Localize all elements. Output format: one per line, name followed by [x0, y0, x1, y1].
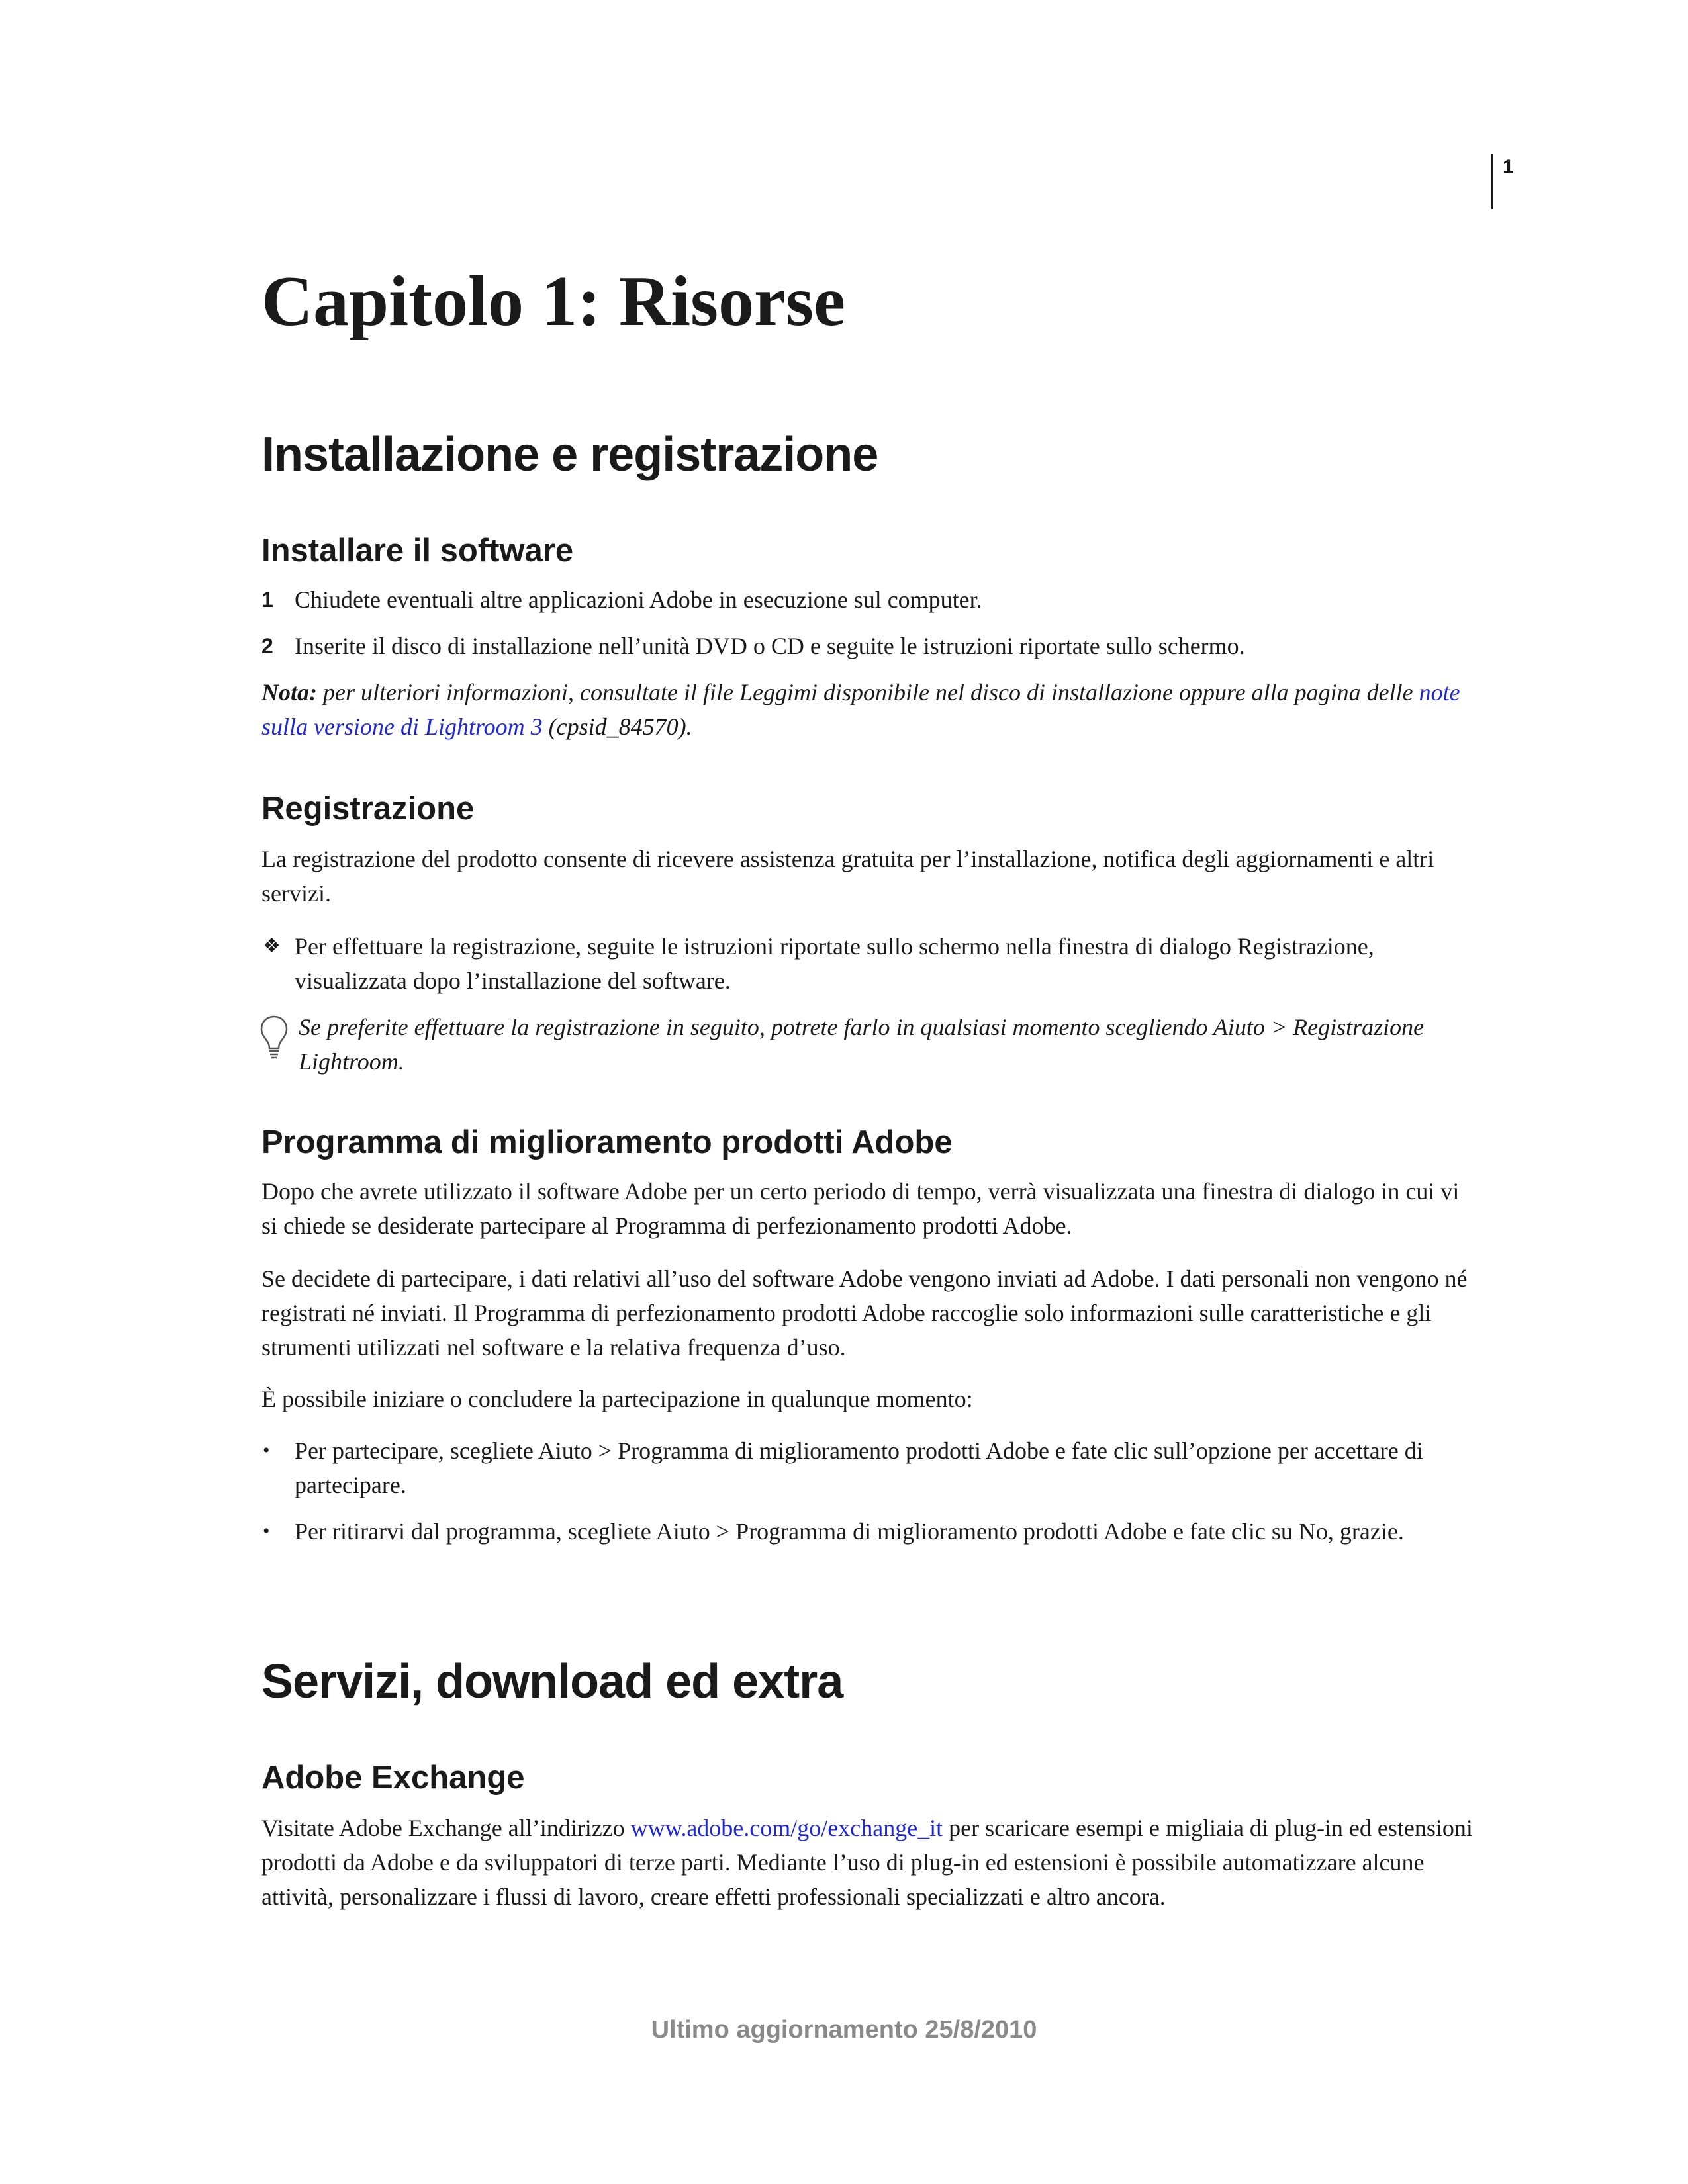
program-paragraph-2: Se decidete di partecipare, i dati relativi all’uso del software Adobe vengono inviati ad Adobe. I dati personali non vengono né registrati né inviati. Il Programma di perfezionamento prodotti Adobe raccoglie solo informazioni sulle caratteristiche e gli strumenti utilizzati nel software e la relativa frequenza d’uso. [261, 1265, 1468, 1361]
diamond-bullet-icon: ❖ [263, 935, 281, 957]
note-text: per ulteriori informazioni, consultate il file Leggimi disponibile nel disco di installazione oppure alla pagina delle [317, 679, 1419, 705]
footer-last-updated: Ultimo aggiornamento 25/8/2010 [651, 2016, 1037, 2044]
section-title-services: Servizi, download ed extra [261, 1655, 843, 1708]
bullet-text: Per ritirarvi dal programma, scegliete Aiuto > Programma di miglioramento prodotti Adobe e fate clic su No, grazie. [295, 1518, 1404, 1545]
registration-tip [261, 1010, 1479, 1079]
exchange-text-before: Visitate Adobe Exchange all’indirizzo [261, 1815, 631, 1841]
install-step-2 [261, 629, 1479, 663]
subsection-title-adobe-exchange: Adobe Exchange [261, 1760, 525, 1796]
program-bullet-1 [261, 1433, 1479, 1502]
install-step-1 [261, 582, 1479, 617]
exchange-paragraph [261, 1811, 1479, 1914]
program-paragraph-3: È possibile iniziare o concludere la partecipazione in qualunque momento: [261, 1386, 973, 1412]
release-notes-link[interactable]: note sulla versione di Lightroom 3 [261, 679, 1460, 740]
bullet-icon: • [263, 1520, 270, 1542]
subsection-title-install-software: Installare il software [261, 533, 574, 569]
lightbulb-icon [259, 1014, 289, 1060]
tip-text: Se preferite effettuare la registrazione in seguito, potrete farlo in qualsiasi momento scegliendo Aiuto > Registrazione Lightroom. [299, 1014, 1425, 1075]
note-suffix: (cpsid_84570). [542, 713, 692, 740]
adobe-exchange-link[interactable]: www.adobe.com/go/exchange_it [630, 1815, 943, 1841]
program-bullet-2 [261, 1514, 1479, 1549]
chapter-title: Capitolo 1: Risorse [261, 262, 845, 341]
install-note [261, 675, 1479, 744]
subsection-title-registration: Registrazione [261, 791, 475, 827]
program-paragraph-1: Dopo che avrete utilizzato il software Adobe per un certo periodo di tempo, verrà visualizzata una finestra di dialogo in cui vi si chiede se desiderate partecipare al Programma di perfezionamento prodotti Adobe. [261, 1178, 1460, 1239]
step-text: Inserite il disco di installazione nell’unità DVD o CD e seguite le istruzioni riportate sullo schermo. [295, 633, 1245, 659]
step-number: 2 [261, 634, 273, 658]
page-number: 1 [1503, 156, 1514, 178]
bullet-text: Per partecipare, scegliete Aiuto > Programma di miglioramento prodotti Adobe e fate clic sull’opzione per accettare di partecipare. [295, 1437, 1423, 1498]
registration-step [261, 929, 1479, 998]
exchange-text-after: per scaricare esempi e migliaia di plug-in ed estensioni prodotti da Adobe e da sviluppatori di terze parti. Mediante l’uso di plug-in ed estensioni è possibile automatizzare alcune attività, personalizzare i flussi di lavoro, creare effetti professionali specializzati e altro ancora. [261, 1815, 1473, 1910]
bullet-icon: • [263, 1439, 270, 1461]
note-label: Nota: [261, 679, 317, 705]
registration-step-text: Per effettuare la registrazione, seguite le istruzioni riportate sullo schermo nella finestra di dialogo Registrazione, visualizzata dopo l’installazione del software. [295, 933, 1374, 994]
page-number-rule [1491, 154, 1493, 209]
subsection-title-improvement-program: Programma di miglioramento prodotti Adobe [261, 1124, 953, 1160]
step-text: Chiudete eventuali altre applicazioni Adobe in esecuzione sul computer. [295, 586, 982, 613]
registration-intro: La registrazione del prodotto consente di ricevere assistenza gratuita per l’installazione, notifica degli aggiornamenti e altri servizi. [261, 846, 1434, 907]
section-title-install: Installazione e registrazione [261, 428, 878, 481]
step-number: 1 [261, 588, 273, 612]
